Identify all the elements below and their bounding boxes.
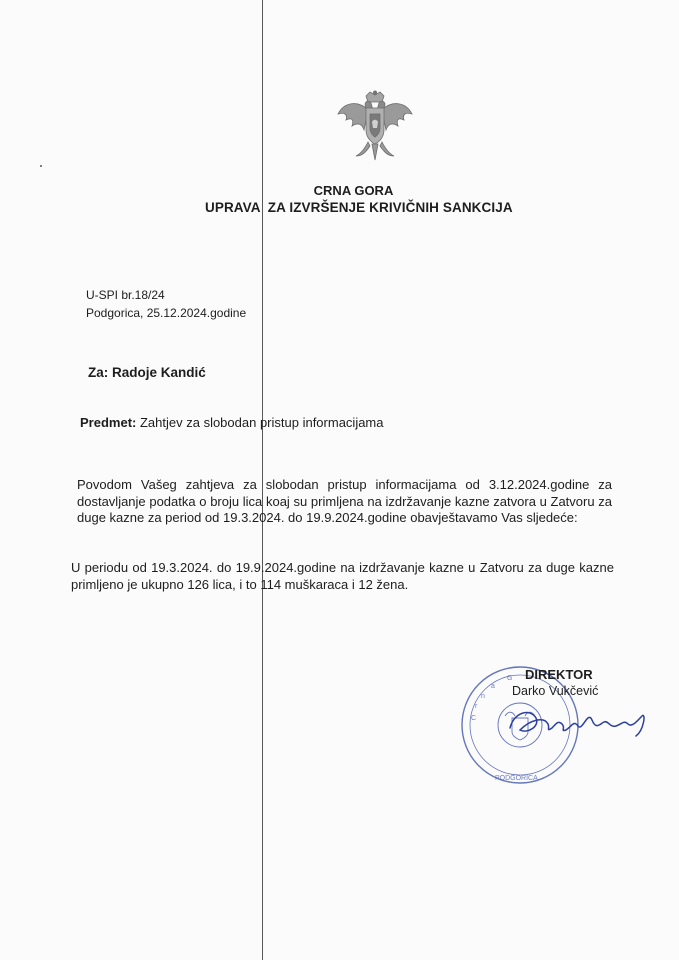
body-paragraph-2: U periodu od 19.3.2024. do 19.9.2024.godine na izdržavanje kazne u Zatvoru za duge kazne primljeno je ukupno 126 lica, i to 114 muškaraca i 12 žena. bbox=[71, 560, 614, 592]
svg-text:G: G bbox=[507, 675, 513, 682]
svg-text:a: a bbox=[491, 683, 495, 690]
svg-text:C: C bbox=[471, 715, 477, 722]
reference-block bbox=[86, 286, 246, 322]
handwritten-signature-icon bbox=[500, 690, 650, 750]
country-heading: CRNA GORA bbox=[313, 183, 394, 198]
scan-speck bbox=[40, 165, 42, 167]
director-title: DIREKTOR bbox=[525, 667, 593, 682]
subject-label: Predmet: bbox=[80, 415, 137, 430]
subject-line bbox=[80, 415, 384, 430]
svg-text:PODGORICA: PODGORICA bbox=[495, 775, 538, 782]
place-date: Podgorica, 25.12.2024.godine bbox=[86, 306, 247, 320]
body-paragraph-1: Povodom Vašeg zahtjeva za slobodan pristup informacijama od 3.12.2024.godine za dostavljanje podatka o broju lica koaj su primljena na izdržavanje kazne zatvora u Zatvoru za duge kazne za period od 19.3.2024. do 19.9.2024.godine obavještavamo Vas sljedeće: bbox=[77, 477, 612, 525]
director-name: Darko Vukčević bbox=[512, 684, 599, 698]
agency-heading: UPRAVA ZA IZVRŠENJE KRIVIČNIH SANKCIJA bbox=[205, 200, 513, 215]
subject-text: Zahtjev za slobodan pristup informacijama bbox=[139, 415, 384, 430]
coat-of-arms-icon bbox=[330, 90, 420, 170]
svg-text:r: r bbox=[475, 703, 478, 710]
reference-number: U-SPI br.18/24 bbox=[86, 288, 165, 302]
svg-text:n: n bbox=[481, 693, 485, 700]
recipient: Za: Radoje Kandić bbox=[88, 365, 206, 380]
